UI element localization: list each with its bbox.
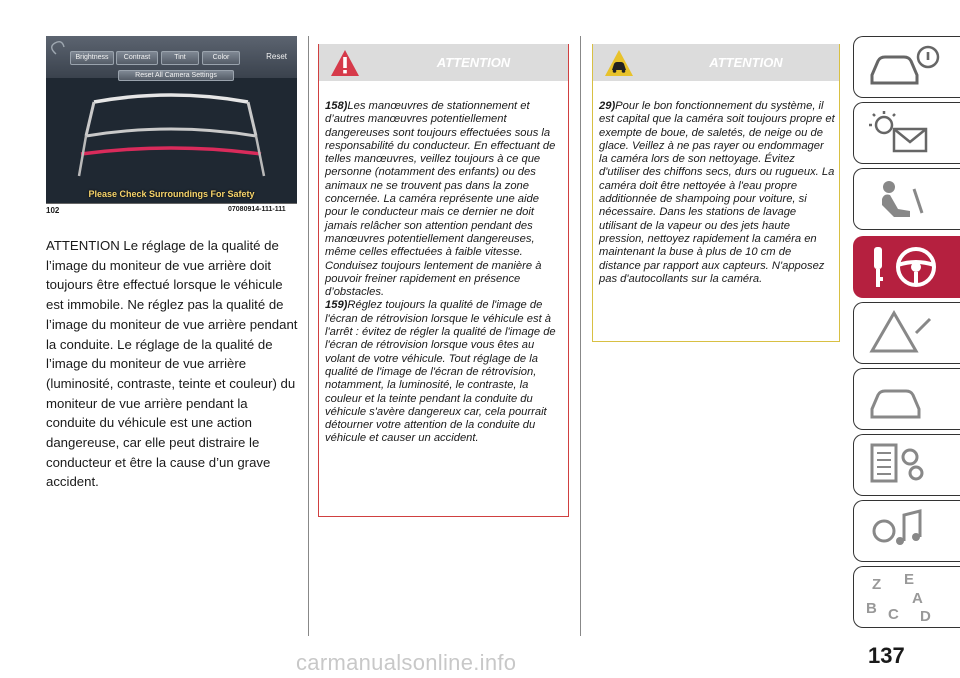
page-number: 137 (868, 643, 905, 668)
attention-item (325, 299, 564, 445)
svg-text:B: B (866, 600, 877, 617)
brightness-button: Brightness (70, 51, 114, 65)
chapter-tab-dashboard[interactable] (853, 36, 960, 98)
figure-code: 07080914-111-111 (228, 206, 286, 213)
svg-text:E: E (904, 571, 915, 588)
chapter-tab-index[interactable] (853, 566, 960, 628)
watermark: carmanualsonline.info (296, 650, 517, 675)
attention-content (599, 100, 835, 286)
attention-item (325, 100, 564, 299)
car-maintenance-icon (854, 369, 960, 429)
figure-number: 102 (46, 206, 60, 215)
alphabetical-index-icon (854, 567, 960, 627)
key-steering-wheel-icon (854, 237, 960, 297)
lights-envelope-icon (854, 103, 960, 163)
attention-content (325, 100, 564, 446)
camera-settings-screen (46, 36, 297, 203)
reset-button: Reset (266, 52, 287, 61)
car-caution-icon (603, 48, 635, 78)
attention-title: ATTENTION (436, 55, 511, 70)
warning-triangle-icon (329, 48, 361, 78)
chapter-tab-emergency[interactable] (853, 302, 960, 364)
chapter-tab-safety[interactable] (853, 168, 960, 230)
tint-button: Tint (161, 51, 199, 65)
attention-box-danger (318, 44, 569, 517)
car-info-icon (854, 37, 960, 97)
safety-message: Please Check Surroundings For Safety (88, 189, 255, 199)
parking-guidelines (46, 36, 297, 203)
column-divider (580, 36, 581, 636)
attention-header (319, 44, 568, 81)
attention-title: ATTENTION (709, 55, 783, 70)
svg-text:D: D (920, 608, 931, 625)
attention-box-caution (592, 44, 840, 342)
warning-triangle-tools-icon (854, 303, 960, 363)
document-gears-icon (854, 435, 960, 495)
svg-text:A: A (912, 590, 923, 607)
figure-caption-rule (46, 203, 297, 204)
item-number: 158) (325, 100, 348, 112)
item-number: 29) (599, 100, 616, 112)
svg-text:Z: Z (872, 576, 882, 593)
contrast-button: Contrast (116, 51, 158, 65)
item-text: Les manœuvres de stationnement et d’autres manœuvres potentiellement dangereuses sont toujours effectuées sous la responsabilité du conducteur. En effectuant de telles manœuvres, veillez toujours à ce que personne (notamment des enfants) ou des animaux ne se trouvent pas dans la zone concernée. La caméra représente une aide pour le conducteur mais ce dernier ne doit jamais relâcher son attention pendant des manœuvres potentiellement dangereuses, même celles effectuées à faible vitesse. Conduisez toujours lentement de manière à pouvoir freiner rapidement en présence d’obstacles. (325, 100, 556, 299)
item-text: Réglez toujours la qualité de l'image de l'écran de rétrovision lorsque le véhicule est à l'arrêt : évitez de régler la qualité de l'image de l'écran de rétrovision lorsque vous êtes au volant de votre véhicule. Tout réglage de la qualité de l'image de l'écran de rétrovision, notamment, la luminosité, le contraste, la couleur et la teinte pendant la conduite du véhicule s'avère dangereux car, cela pourrait détourner votre attention de la conduite du véhicule et causer un accident. (325, 299, 556, 445)
reset-all-camera-settings-button: Reset All Camera Settings (118, 70, 234, 81)
seat-airbag-icon (854, 169, 960, 229)
column-divider (308, 36, 309, 636)
item-text: Pour le bon fonctionnement du système, il est capital que la caméra soit toujours propre et exempte de boue, de saletés, de neige ou de glace. Veillez à ne pas rayer ou endommager la caméra lors de son nettoyage. Évitez d'utiliser des chiffons secs, durs ou rugueux. La caméra doit être nettoyée à l'eau propre additionnée de shampoing pour voiture, si nécessaire. Dans les stations de lavage utilisant de la vapeur ou des jets haute pression, nettoyez rapidement la caméra en maintenant la buse à plus de 10 cm de distance par rapport aux capteurs. N'apposez pas d'autocollants sur la caméra. (599, 100, 835, 285)
color-button: Color (202, 51, 240, 65)
chapter-tab-starting-driving[interactable] (853, 236, 960, 298)
chapter-tab-multimedia[interactable] (853, 500, 960, 562)
multimedia-icon (854, 501, 960, 561)
item-number: 159) (325, 299, 348, 312)
body-paragraph: ATTENTION Le réglage de la qualité de l’image du moniteur de vue arrière doit toujours être effectué lorsque le véhicule est immobile. Ne réglez pas la qualité de l’image du moniteur de vue arrière pendant la conduite. Le réglage de la qualité de l’image du moniteur de vue arrière (luminosité, contraste, teinte et couleur) du moniteur de vue arrière pendant la conduite du véhicule est une action dangereuse, car elle peut distraire le conducteur et être la cause d’un grave accident. (46, 238, 298, 490)
settings-icon (52, 42, 64, 54)
chapter-tab-technical-data[interactable] (853, 434, 960, 496)
chapter-tab-lights[interactable] (853, 102, 960, 164)
attention-item (599, 100, 835, 286)
chapter-tab-maintenance[interactable] (853, 368, 960, 430)
svg-text:C: C (888, 606, 899, 623)
attention-header (593, 44, 839, 81)
